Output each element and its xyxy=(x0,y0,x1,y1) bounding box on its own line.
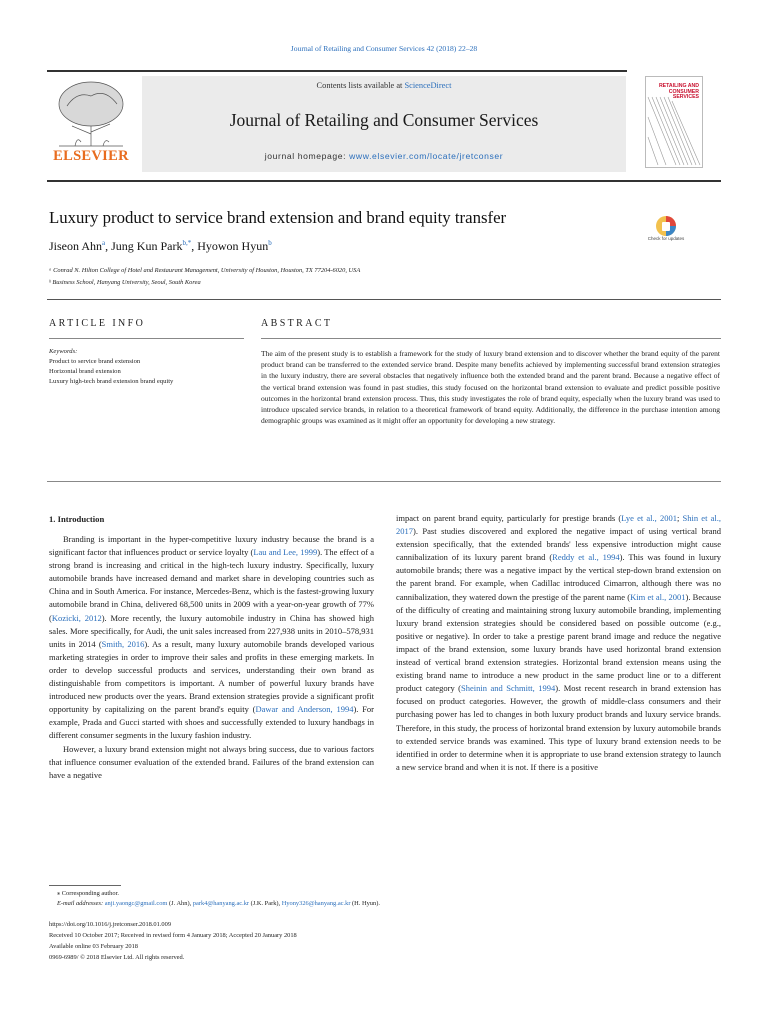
citation-link[interactable]: Lau and Lee, 1999 xyxy=(253,547,318,558)
email-label: E-mail addresses: xyxy=(57,900,104,907)
email-link[interactable]: park4@hanyang.ac.kr xyxy=(192,900,250,907)
citation-link[interactable]: Reddy et al., 1994 xyxy=(552,552,620,563)
article-info-heading: ARTICLE INFO xyxy=(49,318,146,329)
article-title: Luxury product to service brand extension and brand equity transfer xyxy=(49,208,507,227)
copyright-line: 0969-6989/ © 2018 Elsevier Ltd. All rights reserved. xyxy=(49,954,185,961)
cover-title: RETAILING AND CONSUMER SERVICES xyxy=(658,83,699,101)
citation-link[interactable]: Shin et al., 2017 xyxy=(396,513,722,537)
journal-citation-link[interactable]: Journal of Retailing and Consumer Services 42 (2018) 22–28 xyxy=(290,44,478,53)
paragraph-text: ; xyxy=(676,513,683,523)
email-link[interactable]: anji.yaongc@gmail.com xyxy=(104,900,168,907)
keyword-item: Luxury high-tech brand extension brand equity xyxy=(49,378,174,385)
abstract-rule xyxy=(261,338,721,339)
homepage-prefix: journal homepage: xyxy=(264,151,350,161)
received-dates: Received 10 October 2017; Received in revised form 4 January 2018; Accepted 20 January 2018 xyxy=(49,932,297,939)
banner-rule xyxy=(47,180,721,182)
journal-homepage xyxy=(142,151,626,161)
citation-link[interactable]: Sheinin and Schmitt, 1994 xyxy=(461,683,556,694)
intro-paragraph-2: However, a luxury brand extension might not always bring success, due to various factors that influence consumer evaluation of the extended brand. Failures of the brand extension can have a negative xyxy=(49,743,374,780)
header-rule xyxy=(47,70,627,72)
affiliation-rule xyxy=(47,299,721,300)
contents-prefix: Contents lists available at xyxy=(316,81,405,90)
paragraph-text: Branding is important in the hyper-competitive luxury industry because the brand is a significant factor that influences product or service loyalty ( xyxy=(49,534,374,558)
publisher-logo-text: ELSEVIER xyxy=(53,148,129,164)
abstract-bottom-rule xyxy=(47,481,721,482)
author-name: Jiseon Ahn xyxy=(49,239,103,253)
paragraph-text: ). The effect of a strong brand is increasing and critical in the high-tech luxury industry. Specifically, luxury automobile brands have increased demand and market share in developing countries such as China and in South America. For instance, Mercedes-Benz, which is the fastest-growing luxury automobile brand in China, delivered 68,500 units in 2009 with a year-on-year growth of 77% ( xyxy=(49,547,374,623)
citation-link[interactable]: Kozicki, 2012 xyxy=(51,612,102,623)
author-name: Hyowon Hyun xyxy=(197,239,269,253)
citation-link[interactable]: Lye et al., 2001 xyxy=(621,513,677,523)
paragraph-text: ). As a result, many luxury automobile brands developed various marketing strategies in order to improve their sales and profits in these emerging markets. In order to develop successful products and services, understanding their own brand as distinguishable from competitors is important. A number of powerful luxury brands have introduced new products over the years. Brand extension strategies provide a significant profit opportunity by capitalizing on the parent brand's equity ( xyxy=(49,638,374,715)
doi-link[interactable]: https://doi.org/10.1016/j.jretconser.2018.01.009 xyxy=(49,921,172,928)
paragraph-text: ). Because of the difficulty of creating and maintaining strong luxury automobile branding, implementing luxury brand extension strategies should be considered based on possible outcome (e.g., positive or negative). In order to take a prestige parent brand image and reduce the negative impact of the brand extension, some luxury brands have used horizontal brand extension instead of vertical brand extension strategies. Horizontal brand extension means using the existing brand name to introduce a new product in the same product line or to a different product category ( xyxy=(396,591,721,694)
article-info-rule xyxy=(49,338,244,339)
corresponding-author-note: ⁎ Corresponding author. xyxy=(57,890,119,897)
available-online-date: Available online 03 February 2018 xyxy=(49,943,138,950)
citation-link[interactable]: Kim et al., 2001 xyxy=(630,591,686,602)
email-link[interactable]: Hyony326@hanyang.ac.kr xyxy=(281,900,351,907)
abstract-heading: ABSTRACT xyxy=(261,318,333,329)
abstract-text: The aim of the present study is to establish a framework for the study of luxury brand extension and to discover whether the brand equity of the parent product brand can be transferred to the extended service brand. Despite many benefits achieved by implementing successful brand extension strategies in the luxury industry, there are several obstacles that negatively influence both the extended brand and the parent brand. Because a negative effect of the vertical brand extension was found in past studies, this study focused on the horizontal brand extension to evaluate and predict possible positive outcomes in the horizontal brand extension process. Thus, this study investigates the role of brand equity, especially when the luxury brand was used to introduce upscaled service brands, in relation to a theoretical framework of brand equity. Additionally, the difference in the purchase intention among demographic groups was examined as it might offer an opportunity for developing a new strategy. xyxy=(261,349,720,426)
footnote-rule xyxy=(49,885,121,886)
email-owner: (J.K. Park), xyxy=(249,900,282,907)
citation-link[interactable]: Smith, 2016 xyxy=(101,638,145,649)
intro-paragraph-1 xyxy=(49,533,374,743)
citation-link[interactable]: Dawar and Anderson, 1994 xyxy=(255,704,354,715)
sciencedirect-link[interactable]: ScienceDirect xyxy=(404,81,452,90)
paragraph-text: ). For example, Prada and Gucci started with shoes and successfully extended to luxury handbags in different consumer segments in the luxury fashion industry. xyxy=(49,704,374,741)
affiliation-b: ᵇ Business School, Hanyang University, Seoul, South Korea xyxy=(49,279,201,286)
affiliation-a: ᵃ Conrad N. Hilton College of Hotel and Restaurant Management, University of Houston, Houston, TX 77204-6020, USA xyxy=(49,267,361,274)
paragraph-text: ). Most recent research in brand extension has focused on product categories. However, the growth of middle-class consumers and their purchasing power has led to changes in both luxury product brands and luxury service brands. Therefore, in this study, the process of horizontal brand extension by luxury automobile brands to extended service brands was examined. This type of luxury brand extension needs to be identified in order to determine when it is appropriate to use brand extension strategy to launch a new service brand and when it is not. If there is a positive xyxy=(396,683,722,772)
contents-line xyxy=(142,81,626,90)
author-affil-mark[interactable]: a xyxy=(102,239,106,247)
author-affil-mark[interactable]: b xyxy=(268,239,272,247)
paragraph-text: ). This was found in luxury automobile brands; there was a negative impact by the vertical step-down brand extension on the parent brand. For example, when Cadillac introduced Cimarron, although there was no cannibalization, they watered down the prestige of the parent name ( xyxy=(396,552,721,602)
author-affil-mark[interactable]: b,* xyxy=(182,239,192,247)
keyword-item: Product to service brand extension xyxy=(49,358,141,365)
keyword-item: Horizontal brand extension xyxy=(49,368,121,375)
body-column-right xyxy=(396,512,721,774)
author-name: Jung Kun Park xyxy=(111,239,183,253)
body-column-left xyxy=(49,533,374,782)
author-list: Jiseon Ahn$^a$, Jung Kun Park$^{b,*}$, Hyowon Hyun$^b$ xyxy=(49,239,272,253)
email-addresses xyxy=(57,900,380,907)
paragraph-text: ). More recently, the luxury automobile industry in China has showed high sales. More specifically, for Audi, the unit sales increased from 227,938 units in 2010–578,931 units in 2014 ( xyxy=(49,612,374,649)
email-owner: (H. Hyun). xyxy=(350,900,380,907)
paragraph-text: ). Past studies discovered and explored the negative impact of using vertical brand extension specifically, that the extended brands' less expensive introduction might cause cannibalization of its luxury parent brand ( xyxy=(396,526,721,563)
journal-title: Journal of Retailing and Consumer Services xyxy=(229,110,539,130)
journal-cover-thumbnail xyxy=(645,76,703,168)
email-owner: (J. Ahn), xyxy=(167,900,193,907)
check-for-updates-label: Check for updates xyxy=(647,236,685,241)
paragraph-text: impact on parent brand equity, particularly for prestige brands ( xyxy=(396,513,622,523)
intro-paragraph-3 xyxy=(396,512,721,774)
section-heading-introduction: 1. Introduction xyxy=(49,514,105,524)
keywords-label: Keywords: xyxy=(49,348,78,355)
homepage-link[interactable]: www.elsevier.com/locate/jretconser xyxy=(349,151,504,161)
